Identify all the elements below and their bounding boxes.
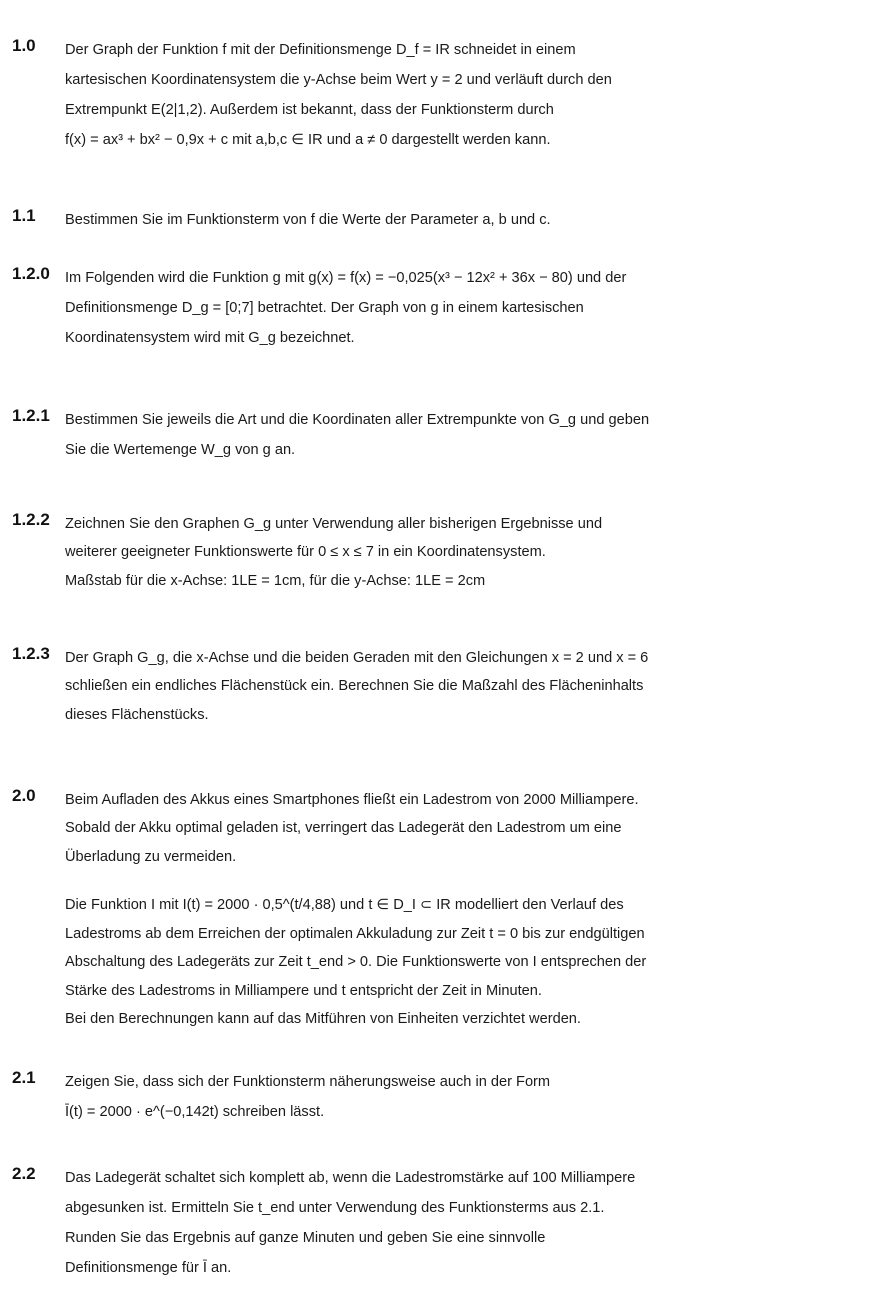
task-1-0 <box>12 36 874 156</box>
task-number: 2.1 <box>12 1068 36 1087</box>
task-1-1 <box>12 206 874 236</box>
text-line: Das Ladegerät schaltet sich komplett ab, wenn die Ladestromstärke auf 100 Milliampere <box>65 1170 636 1186</box>
text-line: Beim Aufladen des Akkus eines Smartphones fließt ein Ladestrom von 2000 Milliampere. <box>65 792 639 808</box>
task-number: 1.2.3 <box>12 644 50 663</box>
task-1-2-1 <box>12 406 874 466</box>
text-line: Stärke des Ladestroms in Milliampere und t entspricht der Zeit in Minuten. <box>65 982 542 999</box>
text-line: Die Funktion I mit I(t) = 2000 · 0,5^(t/4,88) und t ∈ D_I ⊂ IR modelliert den Verlauf des <box>65 897 624 914</box>
text-line: Abschaltung des Ladegeräts zur Zeit t_end > 0. Die Funktionswerte von I entsprechen der <box>65 954 647 971</box>
task-number: 2.0 <box>12 786 36 805</box>
task-2-0 <box>12 786 874 1034</box>
task-text <box>65 206 874 236</box>
task-number: 1.0 <box>12 36 36 55</box>
text-line: Der Graph G_g, die x-Achse und die beiden Geraden mit den Gleichungen x = 2 und x = 6 <box>65 650 649 666</box>
text-line: Bei den Berechnungen kann auf das Mitführen von Einheiten verzichtet werden. <box>65 1011 581 1028</box>
text-line: Zeichnen Sie den Graphen G_g unter Verwendung aller bisherigen Ergebnisse und <box>65 516 603 532</box>
text-line: Runden Sie das Ergebnis auf ganze Minuten und geben Sie eine sinnvolle <box>65 1229 546 1246</box>
task-number: 2.2 <box>12 1164 36 1183</box>
text-line: schließen ein endliches Flächenstück ein. Berechnen Sie die Maßzahl des Flächeninhalts <box>65 678 644 695</box>
task-number: 1.2.0 <box>12 264 50 283</box>
task-text <box>65 264 874 354</box>
task-text <box>65 786 874 1034</box>
text-line: Maßstab für die x-Achse: 1LE = 1cm, für die y-Achse: 1LE = 2cm <box>65 572 486 589</box>
task-number: 1.2.2 <box>12 510 50 529</box>
text-line: Definitionsmenge für Ī an. <box>65 1259 232 1276</box>
task-text <box>65 1068 874 1128</box>
text-line: kartesischen Koordinatensystem die y-Achse beim Wert y = 2 und verläuft durch den <box>65 71 612 88</box>
text-line: Zeigen Sie, dass sich der Funktionsterm näherungsweise auch in der Form <box>65 1074 551 1090</box>
text-line: Sobald der Akku optimal geladen ist, verringert das Ladegerät den Ladestrom um eine <box>65 820 622 837</box>
text-line: Bestimmen Sie im Funktionsterm von f die Werte der Parameter a, b und c. <box>65 212 551 228</box>
text-line: Der Graph der Funktion f mit der Definitionsmenge D_f = IR schneidet in einem <box>65 42 576 58</box>
task-text <box>65 1164 874 1284</box>
text-line: weiterer geeigneter Funktionswerte für 0 ≤ x ≤ 7 in ein Koordinatensystem. <box>65 544 546 561</box>
task-2-1 <box>12 1068 874 1128</box>
text-line: Bestimmen Sie jeweils die Art und die Koordinaten aller Extrempunkte von G_g und geben <box>65 412 650 428</box>
text-line: Ī(t) = 2000 · e^(−0,142t) schreiben lässt. <box>65 1103 325 1120</box>
text-line: Im Folgenden wird die Funktion g mit g(x) = f(x) = −0,025(x³ − 12x² + 36x − 80) und der <box>65 270 627 286</box>
text-line: Definitionsmenge D_g = [0;7] betrachtet. Der Graph von g in einem kartesischen <box>65 299 584 316</box>
task-text <box>65 644 874 729</box>
text-line: Extrempunkt E(2|1,2). Außerdem ist bekannt, dass der Funktionsterm durch <box>65 101 554 118</box>
text-line: abgesunken ist. Ermitteln Sie t_end unter Verwendung des Funktionsterms aus 2.1. <box>65 1199 605 1216</box>
task-1-2-2 <box>12 510 874 595</box>
text-line: Sie die Wertemenge W_g von g an. <box>65 441 296 458</box>
task-text <box>65 406 874 466</box>
text-line: Ladestroms ab dem Erreichen der optimalen Akkuladung zur Zeit t = 0 bis zur endgültigen <box>65 925 645 942</box>
task-2-2 <box>12 1164 874 1284</box>
text-line: Koordinatensystem wird mit G_g bezeichnet. <box>65 329 355 346</box>
task-1-2-0 <box>12 264 874 354</box>
task-number: 1.1 <box>12 206 36 225</box>
task-number: 1.2.1 <box>12 406 50 425</box>
text-line: Überladung zu vermeiden. <box>65 848 237 865</box>
task-text <box>65 510 874 595</box>
task-1-2-3 <box>12 644 874 729</box>
text-line: dieses Flächenstücks. <box>65 706 209 723</box>
task-text <box>65 36 874 156</box>
text-line: f(x) = ax³ + bx² − 0,9x + c mit a,b,c ∈ IR und a ≠ 0 dargestellt werden kann. <box>65 131 551 148</box>
